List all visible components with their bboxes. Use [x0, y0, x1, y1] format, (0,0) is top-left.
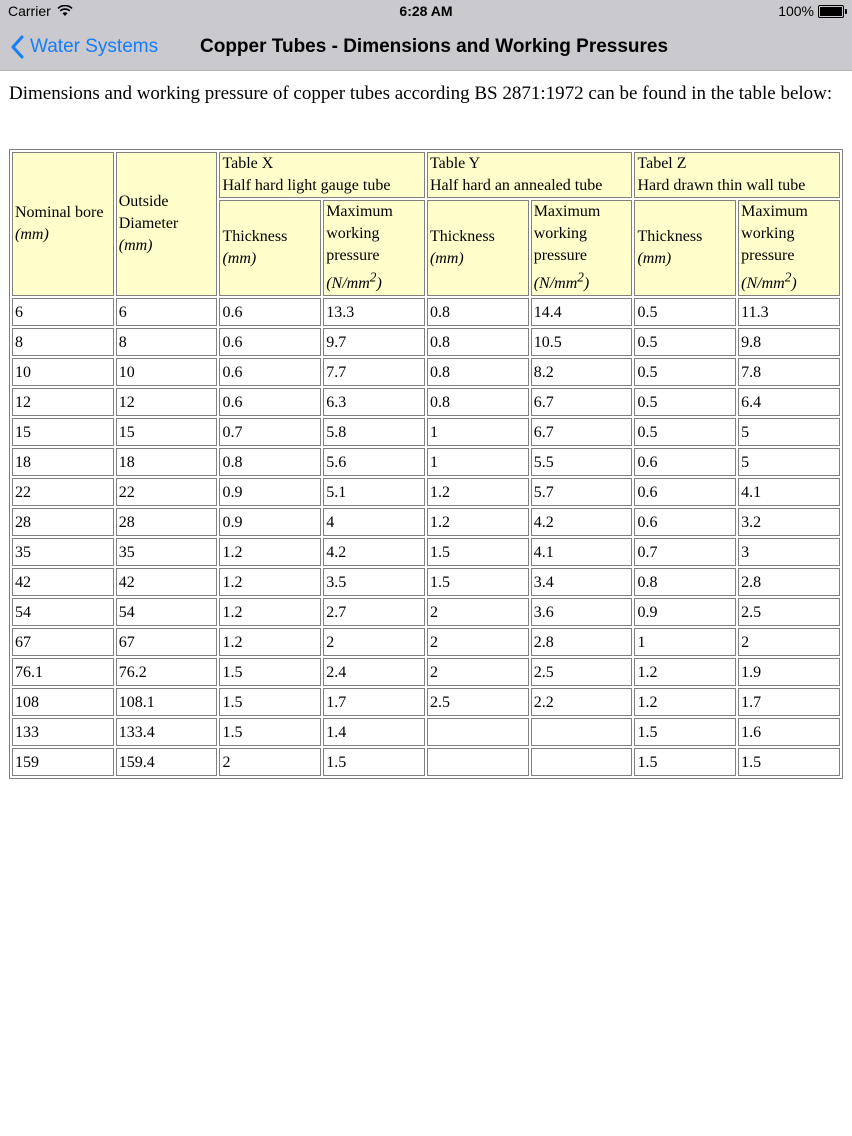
table-cell: 0.8 — [427, 298, 529, 326]
table-cell: 1.5 — [323, 748, 425, 776]
table-cell: 0.9 — [219, 478, 321, 506]
chevron-left-icon — [10, 35, 24, 59]
copper-tube-table — [9, 149, 843, 779]
header-group-table-z — [634, 152, 840, 198]
table-row — [12, 478, 840, 506]
table-cell: 108.1 — [116, 688, 218, 716]
pressure-unit-suffix: ) — [583, 275, 590, 293]
table-cell: 6.7 — [531, 418, 633, 446]
group-z-description: Hard drawn thin wall tube — [637, 177, 806, 194]
group-y-description: Half hard an annealed tube — [429, 177, 603, 194]
table-cell: 7.8 — [738, 358, 840, 386]
pressure-unit-suffix: ) — [791, 275, 797, 293]
table-row — [12, 568, 840, 596]
table-cell: 1.7 — [738, 688, 840, 716]
table-cell — [531, 718, 633, 746]
table-cell: 1 — [427, 448, 529, 476]
table-cell: 1.2 — [427, 478, 529, 506]
table-row — [12, 718, 840, 746]
table-cell: 0.7 — [219, 418, 321, 446]
table-row — [12, 388, 840, 416]
table-cell: 5 — [738, 448, 840, 476]
table-cell: 1.9 — [738, 658, 840, 686]
table-cell: 0.6 — [634, 508, 736, 536]
table-cell: 0.5 — [634, 328, 736, 356]
header-outside-diameter — [116, 152, 218, 296]
table-cell: 1.5 — [427, 568, 529, 596]
table-cell: 35 — [116, 538, 218, 566]
table-row — [12, 328, 840, 356]
table-cell: 9.7 — [323, 328, 425, 356]
table-cell: 0.5 — [634, 418, 736, 446]
table-row — [12, 508, 840, 536]
table-cell: 76.1 — [12, 658, 114, 686]
table-header-row-1 — [12, 152, 840, 198]
table-cell: 14.4 — [531, 298, 633, 326]
table-cell: 2.5 — [531, 658, 633, 686]
table-cell: 6.4 — [738, 388, 840, 416]
table-cell: 2.2 — [531, 688, 633, 716]
table-cell: 6 — [116, 298, 218, 326]
table-cell: 8 — [12, 328, 114, 356]
table-cell: 4 — [323, 508, 425, 536]
table-cell: 3.6 — [531, 598, 633, 626]
table-cell: 1.2 — [219, 568, 321, 596]
table-cell: 2.8 — [738, 568, 840, 596]
table-cell: 5.1 — [323, 478, 425, 506]
table-cell: 4.2 — [323, 538, 425, 566]
status-time: 6:28 AM — [399, 3, 453, 19]
table-cell: 0.8 — [427, 388, 529, 416]
table-cell: 6.7 — [531, 388, 633, 416]
table-cell: 1.5 — [219, 718, 321, 746]
table-cell: 6 — [12, 298, 114, 326]
table-cell: 0.8 — [634, 568, 736, 596]
table-cell: 2.5 — [738, 598, 840, 626]
table-cell: 1.7 — [323, 688, 425, 716]
page-title: Copper Tubes - Dimensions and Working Pressures — [200, 36, 669, 57]
table-cell: 2.5 — [427, 688, 529, 716]
battery-icon — [818, 5, 844, 18]
table-cell: 10 — [116, 358, 218, 386]
table-cell: 8.2 — [531, 358, 633, 386]
table-cell: 0.6 — [219, 388, 321, 416]
table-cell: 5 — [738, 418, 840, 446]
header-outside-diameter-label: Outside Diameter — [118, 193, 179, 233]
table-cell: 1.5 — [219, 688, 321, 716]
table-cell: 3.2 — [738, 508, 840, 536]
table-cell: 2.4 — [323, 658, 425, 686]
table-cell: 0.8 — [427, 358, 529, 386]
table-cell: 15 — [116, 418, 218, 446]
table-cell: 6.3 — [323, 388, 425, 416]
table-cell: 22 — [12, 478, 114, 506]
table-row — [12, 748, 840, 776]
table-cell: 28 — [12, 508, 114, 536]
table-cell: 1.2 — [634, 688, 736, 716]
table-cell: 67 — [116, 628, 218, 656]
table-cell — [427, 718, 529, 746]
status-bar — [0, 0, 852, 24]
table-row — [12, 418, 840, 446]
table-cell: 2 — [738, 628, 840, 656]
table-cell: 3.5 — [323, 568, 425, 596]
table-cell: 0.5 — [634, 358, 736, 386]
pressure-unit-prefix: (N/mm — [741, 275, 785, 293]
table-cell: 54 — [12, 598, 114, 626]
header-max-pressure-y — [531, 200, 633, 296]
header-max-pressure-z — [738, 200, 840, 296]
table-cell: 12 — [116, 388, 218, 416]
table-row — [12, 358, 840, 386]
table-cell: 4.2 — [531, 508, 633, 536]
table-row — [12, 658, 840, 686]
thickness-label: Thickness — [429, 228, 495, 246]
max-pressure-label: Maximum working pressure — [741, 203, 808, 264]
header-nominal-bore-label: Nominal bore — [15, 204, 104, 222]
table-cell: 1.5 — [427, 538, 529, 566]
table-cell: 9.8 — [738, 328, 840, 356]
table-cell: 2.7 — [323, 598, 425, 626]
header-max-pressure-x — [323, 200, 425, 296]
table-cell: 1.2 — [219, 598, 321, 626]
battery-percent: 100% — [778, 3, 814, 19]
table-row — [12, 628, 840, 656]
table-cell: 15 — [12, 418, 114, 446]
intro-text: Dimensions and working pressure of copper tubes according BS 2871:1972 can be found in the table below: — [9, 83, 833, 104]
group-x-title: Table X — [222, 155, 274, 172]
thickness-unit: (mm) — [637, 250, 672, 268]
table-cell: 159 — [12, 748, 114, 776]
table-cell: 0.5 — [634, 298, 736, 326]
thickness-unit: (mm) — [429, 250, 464, 268]
table-cell: 28 — [116, 508, 218, 536]
group-y-title: Table Y — [429, 155, 481, 172]
table-cell: 108 — [12, 688, 114, 716]
table-cell: 10 — [12, 358, 114, 386]
table-cell: 22 — [116, 478, 218, 506]
header-group-table-y — [427, 152, 632, 198]
table-cell: 1.2 — [427, 508, 529, 536]
table-cell: 7.7 — [323, 358, 425, 386]
header-thickness-y — [427, 200, 529, 296]
table-row — [12, 448, 840, 476]
table-cell: 0.9 — [219, 508, 321, 536]
table-cell: 2 — [323, 628, 425, 656]
table-cell: 4.1 — [531, 538, 633, 566]
pressure-unit — [741, 270, 797, 293]
table-cell: 5.6 — [323, 448, 425, 476]
page-content — [0, 71, 852, 771]
table-cell: 2 — [427, 598, 529, 626]
table-row — [12, 688, 840, 716]
group-z-title: Tabel Z — [637, 155, 687, 172]
table-row — [12, 538, 840, 566]
table-cell: 1 — [634, 628, 736, 656]
table-cell: 0.6 — [219, 358, 321, 386]
table-cell: 0.6 — [634, 478, 736, 506]
table-cell: 54 — [116, 598, 218, 626]
table-cell: 18 — [116, 448, 218, 476]
table-cell: 76.2 — [116, 658, 218, 686]
table-row — [12, 298, 840, 326]
header-nominal-bore-unit: (mm) — [15, 226, 49, 244]
pressure-unit-exponent: 2 — [784, 270, 792, 285]
table-cell: 42 — [116, 568, 218, 596]
table-cell: 3.4 — [531, 568, 633, 596]
pressure-unit-exponent: 2 — [369, 270, 377, 285]
table-cell: 13.3 — [323, 298, 425, 326]
table-cell: 8 — [116, 328, 218, 356]
table-cell: 5.8 — [323, 418, 425, 446]
header-outside-diameter-unit: (mm) — [118, 237, 153, 255]
pressure-unit-exponent: 2 — [577, 270, 584, 285]
thickness-label: Thickness — [637, 228, 703, 246]
max-pressure-label: Maximum working pressure — [533, 203, 601, 264]
table-cell: 0.7 — [634, 538, 736, 566]
table-cell: 2.8 — [531, 628, 633, 656]
table-cell: 0.9 — [634, 598, 736, 626]
table-cell: 12 — [12, 388, 114, 416]
table-cell: 2 — [219, 748, 321, 776]
pressure-unit-suffix: ) — [376, 275, 382, 293]
table-cell: 0.5 — [634, 388, 736, 416]
pressure-unit-prefix: (N/mm — [533, 275, 578, 293]
table-cell: 133 — [12, 718, 114, 746]
table-cell: 0.8 — [219, 448, 321, 476]
thickness-unit: (mm) — [222, 250, 257, 268]
pressure-unit-prefix: (N/mm — [326, 275, 370, 293]
table-cell: 1.4 — [323, 718, 425, 746]
table-cell: 0.8 — [427, 328, 529, 356]
thickness-label: Thickness — [222, 228, 288, 246]
table-cell — [531, 748, 633, 776]
table-cell: 42 — [12, 568, 114, 596]
table-cell: 159.4 — [116, 748, 218, 776]
navigation-bar — [0, 24, 852, 71]
table-body — [12, 298, 840, 776]
pressure-unit — [533, 270, 590, 293]
table-cell: 5.7 — [531, 478, 633, 506]
header-thickness-z — [634, 200, 736, 296]
back-button[interactable] — [10, 33, 158, 61]
table-cell: 1 — [427, 418, 529, 446]
table-cell: 10.5 — [531, 328, 633, 356]
table-cell: 1.6 — [738, 718, 840, 746]
status-right — [778, 3, 844, 19]
table-cell: 4.1 — [738, 478, 840, 506]
table-cell: 1.2 — [219, 628, 321, 656]
max-pressure-label: Maximum working pressure — [326, 203, 393, 264]
table-cell: 18 — [12, 448, 114, 476]
back-button-label: Water Systems — [30, 36, 159, 57]
table-cell: 1.2 — [634, 658, 736, 686]
carrier-label: Carrier — [8, 3, 51, 19]
table-cell: 67 — [12, 628, 114, 656]
table-cell: 1.5 — [219, 658, 321, 686]
table-cell: 0.6 — [219, 298, 321, 326]
table-cell: 0.6 — [219, 328, 321, 356]
group-x-description: Half hard light gauge tube — [222, 177, 391, 194]
table-cell: 1.5 — [634, 748, 736, 776]
header-nominal-bore — [12, 152, 114, 296]
table-cell: 1.5 — [634, 718, 736, 746]
table-cell: 2 — [427, 628, 529, 656]
table-cell: 35 — [12, 538, 114, 566]
header-group-table-x — [219, 152, 424, 198]
table-cell: 2 — [427, 658, 529, 686]
table-cell: 133.4 — [116, 718, 218, 746]
table-cell — [427, 748, 529, 776]
header-thickness-x — [219, 200, 321, 296]
table-cell: 0.6 — [634, 448, 736, 476]
pressure-unit — [326, 270, 382, 293]
table-cell: 3 — [738, 538, 840, 566]
table-cell: 1.2 — [219, 538, 321, 566]
table-cell: 1.5 — [738, 748, 840, 776]
table-cell: 5.5 — [531, 448, 633, 476]
table-cell: 11.3 — [738, 298, 840, 326]
table-row — [12, 598, 840, 626]
